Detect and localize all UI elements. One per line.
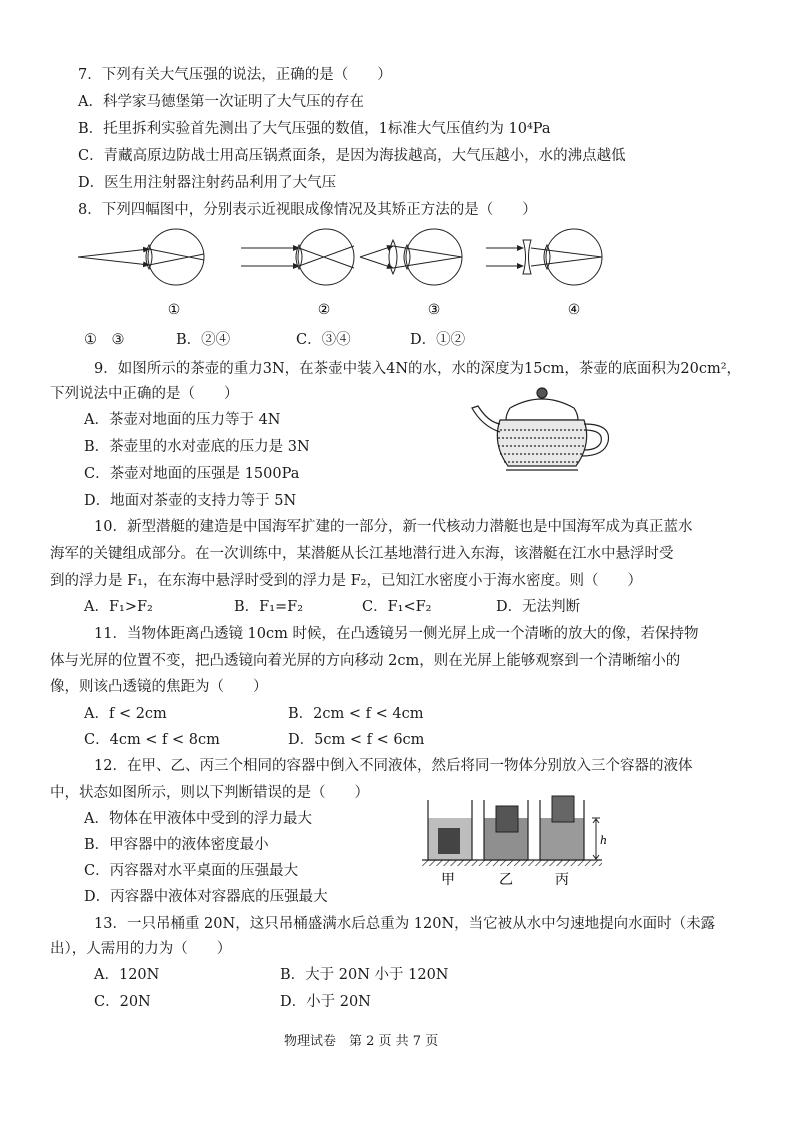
q11-option-a: A．f < 2cm [84, 706, 167, 722]
q10-option-d: D．无法判断 [496, 599, 581, 615]
q9-stem-line-2: 下列说法中正确的是（ ） [50, 386, 239, 402]
q7-option-a: A．科学家马德堡第一次证明了大气压的存在 [78, 94, 364, 110]
q12-option-c: C．丙容器对水平桌面的压强最大 [84, 863, 299, 879]
q12-stem-line-1: 12．在甲、乙、丙三个相同的容器中倒入不同液体，然后将同一物体分别放入三个容器的液体 [94, 758, 693, 774]
q10-option-a: A．F₁>F₂ [84, 599, 153, 615]
q7-stem: 7．下列有关大气压强的说法，正确的是（ ） [78, 67, 392, 83]
q7-option-d: D．医生用注射器注射药品利用了大气压 [78, 175, 337, 191]
container-bing [540, 796, 584, 860]
eye-diagram-2 [241, 229, 354, 285]
q12-option-d: D．丙容器中液体对容器底的压强最大 [84, 889, 328, 905]
q8-option-c: C．③④ [296, 332, 351, 348]
q11-option-d: D．5cm < f < 6cm [288, 732, 425, 748]
q13-option-d: D．小于 20N [280, 994, 371, 1010]
q13-option-b: B．大于 20N 小于 120N [280, 967, 449, 983]
q13-option-a: A．120N [94, 967, 160, 983]
q11-option-c: C．4cm < f < 8cm [84, 732, 220, 748]
container-label-bing: 丙 [555, 872, 569, 888]
eye-diagram-3 [360, 229, 462, 285]
eye-diagram-1 [78, 229, 204, 285]
q7-option-b: B．托里拆利实验首先测出了大气压强的数值，1标准大气压值约为 10⁴Pa [78, 121, 551, 137]
q8-option-a: ① ③ [84, 332, 125, 348]
q10-option-b: B．F₁=F₂ [234, 599, 304, 615]
page-footer: 物理试卷 第 2 页 共 7 页 [284, 1034, 439, 1049]
eye-diagram-label-2: ② [317, 302, 331, 318]
q11-stem-line-2: 体与光屏的位置不变，把凸透镜向着光屏的方向移动 2cm，则在光屏上能够观察到一个清晰缩小的 [50, 653, 681, 669]
q8-stem: 8．下列四幅图中，分别表示近视眼成像情况及其矫正方法的是（ ） [78, 202, 537, 218]
container-yi [484, 800, 528, 860]
eye-diagram-label-4: ④ [567, 302, 581, 318]
q9-option-a: A．茶壶对地面的压力等于 4N [84, 412, 281, 428]
depth-marker [592, 818, 600, 859]
q10-stem-line-1: 10．新型潜艇的建造是中国海军扩建的一部分，新一代核动力潜艇也是中国海军成为真正蓝水 [94, 519, 693, 535]
q9-stem-line-1: 9．如图所示的茶壶的重力3N，在茶壶中装入4N的水，水的深度为15cm，茶壶的底面积为20cm²， [94, 361, 742, 377]
teapot-figure [466, 384, 626, 478]
q7-option-c: C．青藏高原边防战士用高压锅煮面条，是因为海拔越高，大气压越小，水的沸点越低 [78, 148, 626, 164]
q10-stem-line-3: 到的浮力是 F₁，在东海中悬浮时受到的浮力是 F₂，已知江水密度小于海水密度。则（ ） [50, 573, 642, 589]
container-label-jia: 甲 [441, 872, 455, 888]
containers-figure [418, 792, 614, 888]
eye-diagram-label-1: ① [167, 302, 181, 318]
container-label-yi: 乙 [499, 872, 513, 888]
q8-option-b: B．②④ [176, 332, 231, 348]
q12-stem-line-2: 中，状态如图所示，则以下判断错误的是（ ） [50, 785, 369, 801]
q9-option-d: D．地面对茶壶的支持力等于 5N [84, 493, 297, 509]
depth-label: h [600, 834, 608, 847]
eye-diagram-label-3: ③ [427, 302, 441, 318]
q8-option-d: D．①② [410, 332, 466, 348]
q11-stem-line-1: 11．当物体距离凸透镜 10cm 时候，在凸透镜另一侧光屏上成一个清晰的放大的像，若保持物 [94, 626, 699, 642]
q13-option-c: C．20N [94, 994, 151, 1010]
q11-option-b: B．2cm < f < 4cm [288, 706, 424, 722]
q13-stem-line-1: 13．一只吊桶重 20N，这只吊桶盛满水后总重为 120N，当它被从水中匀速地提向水面时（未露 [94, 916, 716, 932]
eye-diagram-4 [486, 229, 602, 285]
q9-option-b: B．茶壶里的水对壶底的压力是 3N [84, 439, 310, 455]
container-jia [428, 800, 472, 860]
q12-option-a: A．物体在甲液体中受到的浮力最大 [84, 811, 312, 827]
q13-stem-line-2: 出），人需用的力为（ ） [50, 941, 232, 957]
q11-stem-line-3: 像，则该凸透镜的焦距为（ ） [50, 679, 268, 695]
q10-option-c: C．F₁<F₂ [362, 599, 432, 615]
q9-option-c: C．茶壶对地面的压强是 1500Pa [84, 466, 300, 482]
q12-option-b: B．甲容器中的液体密度最小 [84, 837, 269, 853]
q8-eye-diagrams [76, 224, 616, 320]
q10-stem-line-2: 海军的关键组成部分。在一次训练中，某潜艇从长江基地潜行进入东海，该潜艇在江水中悬浮时受 [50, 546, 674, 562]
